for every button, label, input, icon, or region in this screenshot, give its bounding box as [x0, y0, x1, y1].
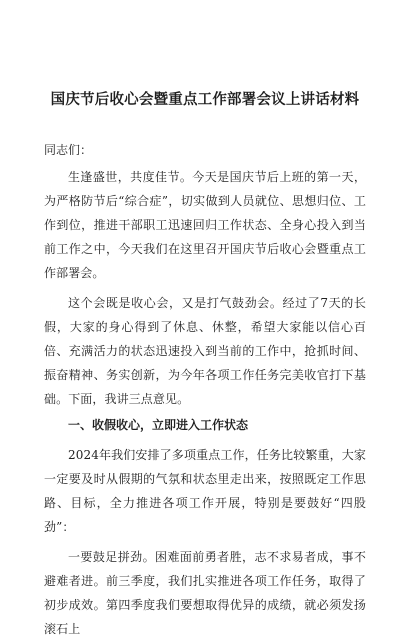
- paragraph-work-plan: 2024年我们安排了多项重点工作，任务比较繁重，大家一定要及时从假期的气氛和状态里走出来，按照既定工作思路、目标，全力推进各项工作开展，特别是要鼓好“四股劲”：: [44, 448, 366, 534]
- document-title: 国庆节后收心会暨重点工作部署会议上讲话材料: [50, 92, 360, 108]
- paragraph-opening: 生逢盛世，共度佳节。今天是国庆节后上班的第一天，为严格防节后“综合症”，切实做到人员就位、思想归位、工作到位，推进干部职工迅速回归工作状态、全身心投入到当前工作之中，今天我们在这里召开国庆节后收心会暨重点工作部署会。: [44, 170, 366, 280]
- section-heading-1: 一、收假收心，立即进入工作状态: [68, 418, 249, 432]
- paragraph-drive: 一要鼓足拼劲。困难面前勇者胜，志不求易者成，事不避难者进。前三季度，我们扎实推进各项工作任务，取得了初步成效。第四季度我们要想取得优异的成绩，就必须发扬滚石上: [44, 550, 366, 636]
- paragraph-purpose: 这个会既是收心会，又是打气鼓劲会。经过了7天的长假，大家的身心得到了休息、休整，希望大家能以信心百倍、充满活力的状态迅速投入到当前的工作中，抢抓时间、振奋精神、务实创新，为今年各项工作任务完美收官打下基础。下面，我讲三点意见。: [44, 296, 366, 406]
- salutation: 同志们：: [44, 143, 93, 157]
